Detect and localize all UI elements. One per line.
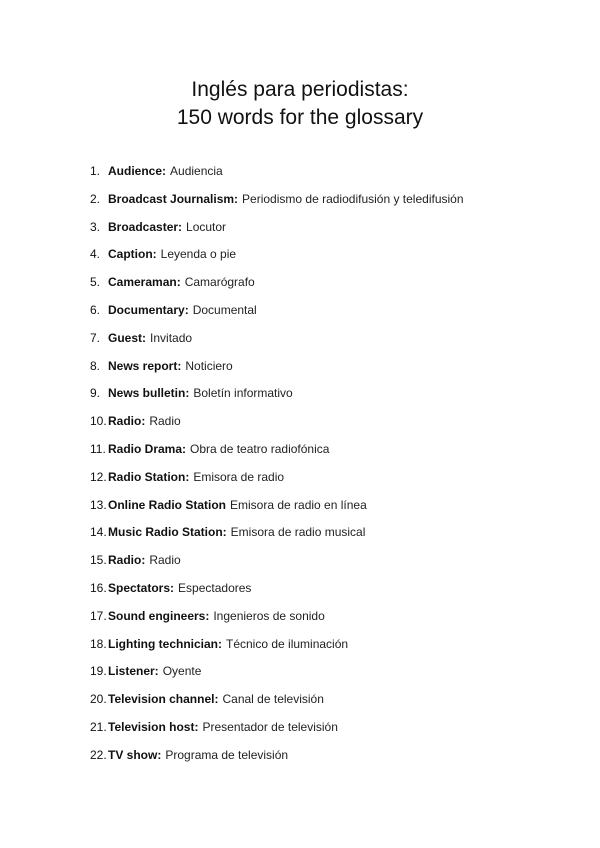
glossary-entry — [90, 631, 580, 659]
entry-number: 20. — [90, 692, 107, 707]
entry-definition: Audiencia — [170, 164, 223, 178]
glossary-entry — [90, 658, 580, 686]
glossary-entry — [90, 714, 580, 742]
entry-definition: Radio — [149, 553, 181, 568]
entry-number: 11. — [90, 441, 106, 456]
entry-term: Television channel: — [108, 692, 219, 707]
entry-number: 8. — [90, 358, 101, 373]
glossary-entry — [90, 408, 580, 436]
glossary-entry — [90, 742, 580, 770]
entry-number: 15. — [90, 553, 107, 568]
entry-term: Broadcast Journalism: — [108, 191, 239, 206]
glossary-entry — [90, 547, 580, 575]
glossary-entry — [90, 519, 580, 547]
glossary-entry — [90, 436, 580, 464]
glossary-entry — [90, 325, 580, 353]
entry-definition: Presentador de televisión — [202, 719, 338, 734]
title-line-2: 150 words for the glossary — [176, 106, 424, 129]
entry-term: TV show: — [108, 747, 162, 762]
entry-term: Documentary: — [108, 302, 189, 317]
entry-term: Music Radio Station: — [108, 525, 227, 540]
entry-definition: Emisora de radio en línea — [230, 497, 367, 512]
entry-definition: Emisora de radio musical — [230, 525, 366, 540]
entry-number: 5. — [90, 275, 101, 290]
entry-definition: Periodismo de radiodifusión y teledifusión — [242, 191, 464, 206]
entry-term: Radio: — [108, 414, 146, 429]
glossary-entry — [90, 380, 580, 408]
entry-number: 18. — [90, 636, 107, 651]
entry-term: News report: — [108, 358, 182, 373]
entry-definition: Noticiero — [185, 358, 233, 373]
entry-term: Caption: — [108, 247, 157, 262]
glossary-entry — [90, 686, 580, 714]
glossary-entry — [90, 241, 580, 269]
entry-definition: Emisora de radio — [193, 469, 285, 484]
glossary-entry — [90, 353, 580, 381]
entry-number: 19. — [90, 664, 107, 679]
entry-number: 12. — [90, 469, 107, 484]
entry-term: Spectators: — [108, 580, 175, 595]
entry-definition: Locutor — [186, 219, 227, 234]
entry-number: 6. — [90, 302, 101, 317]
entry-definition: Documental — [192, 302, 257, 317]
entry-definition: Espectadores — [178, 580, 252, 595]
entry-term: Listener: — [108, 664, 159, 679]
glossary-entry — [90, 297, 580, 325]
entry-term: Broadcaster: — [108, 219, 183, 234]
entry-definition: Radio — [149, 414, 181, 429]
entry-term: Audience: — [108, 164, 167, 178]
glossary-entry — [90, 158, 580, 186]
entry-number: 3. — [90, 219, 101, 234]
entry-number: 4. — [90, 247, 101, 262]
entry-definition: Técnico de iluminación — [226, 636, 349, 651]
entry-number: 21. — [90, 719, 107, 734]
glossary-entry — [90, 186, 580, 214]
entry-number: 16. — [90, 580, 107, 595]
entry-number: 7. — [90, 330, 101, 345]
glossary-entry — [90, 575, 580, 603]
entry-number: 10. — [90, 414, 107, 429]
entry-term: Guest: — [108, 330, 147, 345]
entry-term: Cameraman: — [108, 275, 181, 290]
entry-number: 17. — [90, 608, 107, 623]
entry-definition: Obra de teatro radiofónica — [190, 441, 330, 456]
entry-number: 2. — [90, 191, 101, 206]
glossary-list — [90, 158, 580, 770]
glossary-entry — [90, 603, 580, 631]
entry-term: Radio: — [108, 553, 146, 568]
entry-definition: Oyente — [162, 664, 202, 679]
entry-number: 1. — [90, 164, 101, 178]
entry-number: 9. — [90, 386, 101, 401]
entry-number: 13. — [90, 497, 107, 512]
entry-definition: Programa de televisión — [165, 747, 289, 762]
entry-number: 14. — [90, 525, 107, 540]
glossary-entry — [90, 269, 580, 297]
entry-term: Online Radio Station — [108, 497, 227, 512]
entry-term: Television host: — [108, 719, 199, 734]
entry-definition: Invitado — [150, 330, 193, 345]
entry-definition: Camarógrafo — [184, 275, 255, 290]
entry-term: News bulletin: — [108, 386, 190, 401]
glossary-entry — [90, 492, 580, 520]
entry-term: Sound engineers: — [108, 608, 210, 623]
entry-definition: Canal de televisión — [222, 692, 324, 707]
entry-term: Radio Drama: — [108, 441, 187, 456]
glossary-entry — [90, 214, 580, 242]
entry-definition: Leyenda o pie — [160, 247, 237, 262]
entry-number: 22. — [90, 747, 107, 762]
glossary-entry — [90, 464, 580, 492]
entry-term: Radio Station: — [108, 469, 190, 484]
entry-definition: Boletín informativo — [193, 386, 293, 401]
entry-definition: Ingenieros de sonido — [213, 608, 325, 623]
title-line-1: Inglés para periodistas: — [191, 78, 409, 101]
document-title — [0, 76, 600, 132]
entry-term: Lighting technician: — [108, 636, 222, 651]
